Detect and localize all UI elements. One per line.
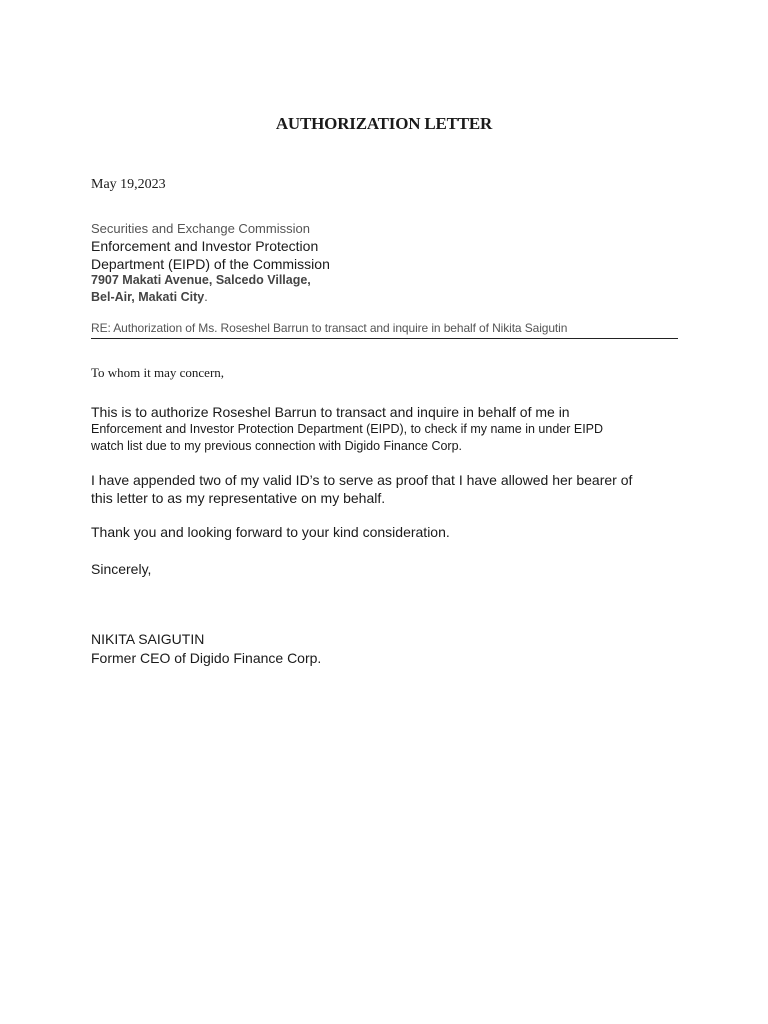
paragraph-2-line-2: this letter to as my representative on my behalf. xyxy=(91,490,386,506)
paragraph-1-line-2: Enforcement and Investor Protection Department (EIPD), to check if my name in under EIPD xyxy=(91,422,604,436)
recipient-line-3: Department (EIPD) of the Commission xyxy=(91,256,330,272)
letter-date: May 19,2023 xyxy=(91,177,166,192)
signer-name: NIKITA SAIGUTIN xyxy=(91,631,205,647)
recipient-city xyxy=(91,290,208,304)
recipient-city-period: . xyxy=(204,290,208,304)
recipient-line-1: Securities and Exchange Commission xyxy=(91,221,310,236)
body-paragraph-3: Thank you and looking forward to your kind consideration. xyxy=(91,524,450,540)
recipient-line-2: Enforcement and Investor Protection xyxy=(91,238,319,254)
paragraph-1-line-1: This is to authorize Roseshel Barrun to transact and inquire in behalf of me in xyxy=(91,404,570,420)
paragraph-2-line-1: I have appended two of my valid ID’s to serve as proof that I have allowed her bearer of xyxy=(91,472,633,488)
letter-title: AUTHORIZATION LETTER xyxy=(275,114,493,133)
subject-line: RE: Authorization of Ms. Roseshel Barrun to transact and inquire in behalf of Nikita Saigutin xyxy=(91,321,568,335)
paragraph-1-line-3: watch list due to my previous connection with Digido Finance Corp. xyxy=(91,439,463,453)
recipient-city-text: Bel-Air, Makati City xyxy=(91,290,205,304)
signer-title: Former CEO of Digido Finance Corp. xyxy=(91,650,322,666)
recipient-street: 7907 Makati Avenue, Salcedo Village, xyxy=(91,273,311,287)
salutation: To whom it may concern, xyxy=(91,365,225,380)
subject-divider xyxy=(91,338,678,339)
closing: Sincerely, xyxy=(91,561,152,577)
